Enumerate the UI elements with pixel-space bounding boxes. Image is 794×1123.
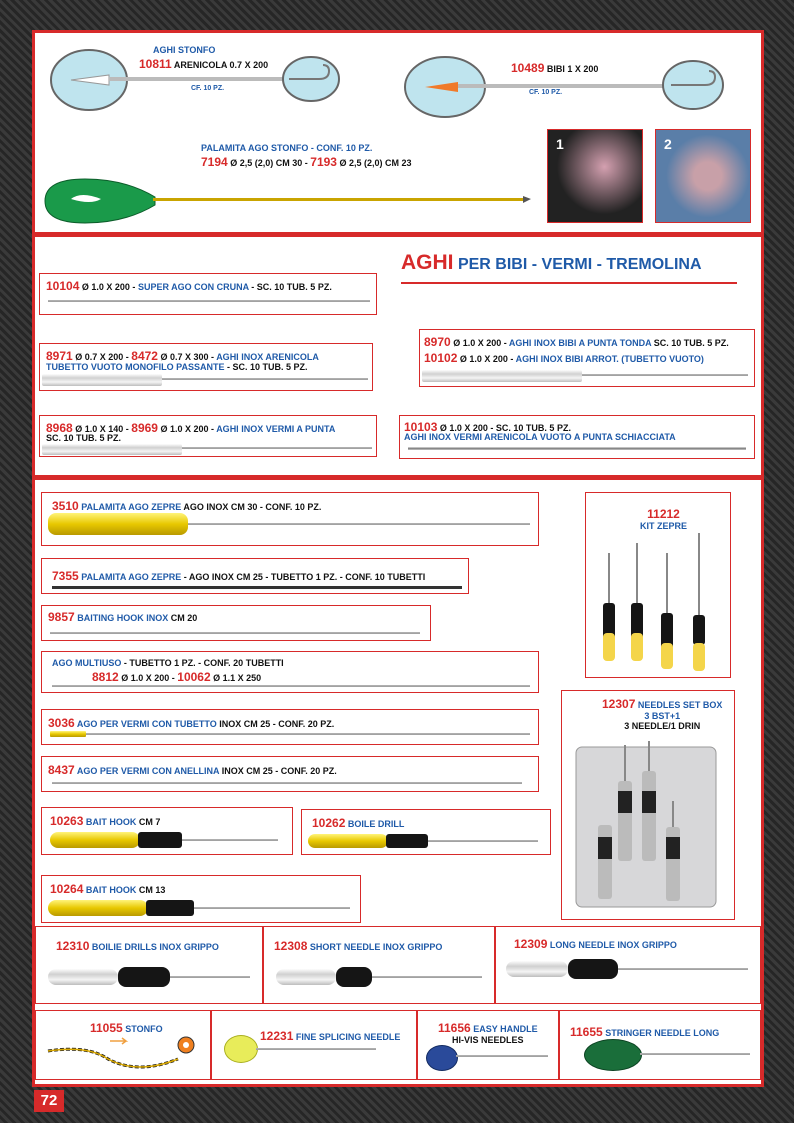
top-panel	[32, 30, 764, 235]
heading-rest: PER BIBI - VERMI - TREMOLINA	[457, 256, 702, 273]
product-name: BAIT HOOK	[85, 885, 137, 895]
needle-image	[86, 733, 530, 735]
needle-image	[182, 447, 372, 449]
tube-image	[42, 444, 182, 455]
product-name: AGHI INOX ARENICOLA	[216, 352, 319, 362]
grip-image	[138, 832, 182, 848]
product-box-11655	[559, 1010, 761, 1080]
product-box-12307	[561, 690, 735, 920]
product-desc: - AGO INOX CM 25 - TUBETTO 1 PZ. - CONF. 10 TUBETTI	[183, 572, 426, 582]
product-code: 10263	[50, 814, 84, 828]
photo-number: 2	[664, 136, 672, 152]
stonfo-item-2-pack: CF. 10 PZ.	[529, 89, 563, 96]
product-name: BOILE DRILL	[347, 819, 405, 829]
product-name: TUBETTO VUOTO MONOFILO PASSANTE	[46, 362, 225, 372]
product-code: 8971	[46, 349, 73, 363]
product-box-8968	[39, 415, 377, 457]
product-code: 8437	[48, 763, 75, 777]
product-code: 11212	[647, 507, 680, 521]
product-name: AGO PER VERMI CON ANELLINA	[76, 766, 220, 776]
product-code: 12310	[56, 939, 90, 953]
handle-image	[308, 834, 388, 848]
product-code: 8472	[131, 349, 158, 363]
grip-image	[146, 900, 194, 916]
product-pack: - SC. 10 TUB. 5 PZ.	[251, 282, 332, 292]
grip-image	[118, 967, 170, 987]
product-desc: Ø 1.0 X 200 -	[121, 673, 175, 683]
product-box-12231	[211, 1010, 417, 1080]
product-box-11212	[585, 492, 731, 678]
product-box-3036	[41, 709, 539, 745]
product-code: 7193	[310, 155, 337, 169]
needle-image	[52, 685, 530, 687]
product-code: 7355	[52, 569, 79, 583]
product-name: EASY HANDLE	[473, 1024, 538, 1034]
product-code: 3510	[52, 499, 79, 513]
drill-image	[170, 976, 250, 978]
product-desc: Ø 1.0 X 200 -	[459, 354, 514, 364]
stonfo-threader-image	[46, 1035, 206, 1075]
product-name: AGO MULTIUSO	[52, 658, 122, 668]
product-desc: Ø 1.1 X 250	[213, 673, 262, 683]
product-name: LONG NEEDLE INOX GRIPPO	[549, 940, 677, 950]
product-name: PALAMITA AGO ZEPRE	[81, 502, 182, 512]
product-box-10103	[399, 415, 755, 459]
handle-image	[48, 513, 188, 535]
product-desc: CM 20	[170, 613, 198, 623]
needle-image	[640, 1053, 750, 1055]
product-name: AGHI INOX BIBI ARROT. (TUBETTO VUOTO)	[515, 354, 704, 364]
grip-image	[386, 834, 428, 848]
product-desc: Ø 1.0 X 200 -	[453, 338, 507, 348]
product-name: AGHI INOX VERMI ARENICOLA VUOTO A PUNTA SCHIACCIATA	[404, 432, 676, 442]
product-code: 10102	[424, 351, 458, 365]
product-box-9857	[41, 605, 431, 641]
product-desc: Ø 1.0 X 200 -	[81, 282, 136, 292]
product-name: BAIT HOOK	[85, 817, 137, 827]
product-code: 10104	[46, 279, 80, 293]
product-code: 12308	[274, 939, 308, 953]
product-code: 9857	[48, 610, 75, 624]
needle-image	[408, 447, 746, 450]
product-desc: CM 7	[138, 817, 161, 827]
handle-image	[584, 1039, 642, 1071]
product-pack: - TUBETTO 1 PZ. - CONF. 20 TUBETTI	[123, 658, 284, 668]
product-code: 3036	[48, 716, 75, 730]
product-box-12310	[35, 926, 263, 1004]
grip-image	[568, 959, 618, 979]
product-box-12309	[495, 926, 761, 1004]
palamita-codes	[201, 155, 412, 169]
product-desc: Ø 2,5 (2,0) CM 23	[339, 158, 412, 168]
separator: -	[304, 158, 308, 168]
product-line2: HI-VIS NEEDLES	[452, 1035, 524, 1045]
product-desc: INOX CM 25 - CONF. 20 PZ.	[221, 766, 337, 776]
product-box-8437	[41, 756, 539, 792]
drill-image	[428, 840, 538, 842]
product-code: 11656	[438, 1021, 471, 1035]
product-code: 12231	[260, 1029, 294, 1043]
product-desc: Ø 1.0 X 140 -	[75, 424, 129, 434]
handle-image	[506, 961, 568, 977]
product-desc: Ø 1.0 X 200 -	[160, 424, 215, 434]
product-box-11656	[417, 1010, 559, 1080]
needle-image	[188, 523, 530, 525]
handle-image	[224, 1035, 258, 1063]
product-code: 10062	[177, 670, 211, 684]
palamita-needle-image	[41, 173, 531, 228]
product-name: AGO PER VERMI CON TUBETTO	[76, 719, 217, 729]
needles-set-box-image	[572, 741, 722, 913]
handle-image	[426, 1045, 458, 1071]
product-code: 12309	[514, 937, 548, 951]
grip-image	[336, 967, 372, 987]
needle-image	[372, 976, 482, 978]
product-name: BAITING HOOK INOX	[77, 613, 169, 623]
tube-image	[422, 370, 582, 382]
product-pack: SC. 10 TUB. 5 PZ.	[46, 433, 122, 443]
needle-image	[52, 782, 522, 784]
product-code: 10811	[139, 57, 172, 71]
product-name: SHORT NEEDLE INOX GRIPPO	[309, 942, 443, 952]
product-box-multiuso	[41, 651, 539, 693]
needle-image	[162, 378, 368, 380]
product-box-12308	[263, 926, 495, 1004]
product-name: FINE SPLICING NEEDLE	[295, 1032, 401, 1042]
product-box-8971	[39, 343, 373, 391]
product-desc: ARENICOLA 0.7 X 200	[173, 60, 269, 70]
needle-image	[582, 374, 748, 376]
product-code: 10264	[50, 882, 84, 896]
product-box-10263	[41, 807, 293, 855]
product-code: 8968	[46, 421, 73, 435]
product-line3: 3 NEEDLE/1 DRIN	[624, 721, 701, 731]
heading-underline	[401, 282, 737, 284]
handle-image	[48, 969, 118, 985]
product-code: 8969	[131, 421, 158, 435]
product-name: KIT ZEPRE	[640, 521, 688, 531]
photo-number: 1	[556, 136, 564, 152]
tube-image	[50, 731, 86, 737]
product-code: 12307	[602, 697, 636, 711]
product-code: 11055	[90, 1021, 123, 1035]
product-name: AGHI INOX VERMI A PUNTA	[216, 424, 336, 434]
product-code: 10262	[312, 816, 346, 830]
product-name: SUPER AGO CON CRUNA	[137, 282, 249, 292]
stonfo-item-1	[139, 57, 268, 71]
product-box-10104	[39, 273, 377, 315]
palamita-title: PALAMITA AGO STONFO - CONF. 10 PZ.	[201, 143, 373, 153]
product-name: STRINGER NEEDLE LONG	[605, 1028, 720, 1038]
needle-image	[194, 907, 350, 909]
product-desc: Ø 0.7 X 300 -	[160, 352, 215, 362]
product-desc: AGO INOX CM 30 - CONF. 10 PZ.	[183, 502, 322, 512]
product-name: NEEDLES SET BOX	[637, 700, 723, 710]
kit-zepre-image	[594, 533, 724, 673]
hook-needle-image	[50, 632, 420, 634]
product-desc: CM 13	[138, 885, 166, 895]
needle-image	[456, 1055, 548, 1057]
product-desc: INOX CM 25 - CONF. 20 PZ.	[219, 719, 335, 729]
heading-big: AGHI	[401, 251, 454, 274]
stonfo-item-2	[511, 61, 598, 75]
product-box-11055	[35, 1010, 211, 1080]
handle-image	[50, 832, 140, 848]
needle-image	[52, 586, 462, 589]
product-name: AGHI INOX BIBI A PUNTA TONDA	[508, 338, 652, 348]
page-number: 72	[34, 1090, 64, 1112]
tube-image	[42, 374, 162, 386]
stonfo-title: AGHI STONFO	[153, 45, 216, 55]
product-code: 7194	[201, 155, 228, 169]
product-code: 10489	[511, 61, 545, 75]
product-name: STONFO	[125, 1024, 163, 1034]
product-code: 8970	[424, 335, 451, 349]
product-line2: 3 BST+1	[644, 711, 681, 721]
product-name: PALAMITA AGO ZEPRE	[81, 572, 182, 582]
needle-image	[182, 839, 278, 841]
product-desc: Ø 0.7 X 200 -	[75, 352, 129, 362]
mid-panel	[32, 234, 764, 478]
product-code: 11655	[570, 1025, 603, 1039]
product-box-8970-10102	[419, 329, 755, 387]
product-pack: - SC. 10 TUB. 5 PZ.	[227, 362, 308, 372]
handle-image	[276, 969, 336, 985]
product-desc: BIBI 1 X 200	[546, 64, 599, 74]
needle-image	[618, 968, 748, 970]
product-desc: Ø 1.0 X 200 - SC. 10 TUB. 5 PZ.	[439, 423, 571, 433]
handle-image	[48, 900, 148, 916]
product-pack: SC. 10 TUB. 5 PZ.	[653, 338, 729, 348]
bait-photo-2	[655, 129, 751, 223]
needle-image	[256, 1048, 376, 1050]
product-code: 8812	[92, 670, 119, 684]
section-heading	[401, 251, 702, 275]
bottom-panel	[32, 477, 764, 1087]
product-box-10264	[41, 875, 361, 923]
needle-image	[48, 300, 370, 302]
product-desc: Ø 2,5 (2,0) CM 30	[230, 158, 303, 168]
stonfo-item-1-pack: CF. 10 PZ.	[191, 85, 225, 92]
product-code: 10103	[404, 420, 438, 434]
product-name: BOILIE DRILLS INOX GRIPPO	[91, 942, 219, 952]
product-box-10262	[301, 809, 551, 855]
bait-photo-1	[547, 129, 643, 223]
product-box-7355	[41, 558, 469, 594]
product-box-3510	[41, 492, 539, 546]
